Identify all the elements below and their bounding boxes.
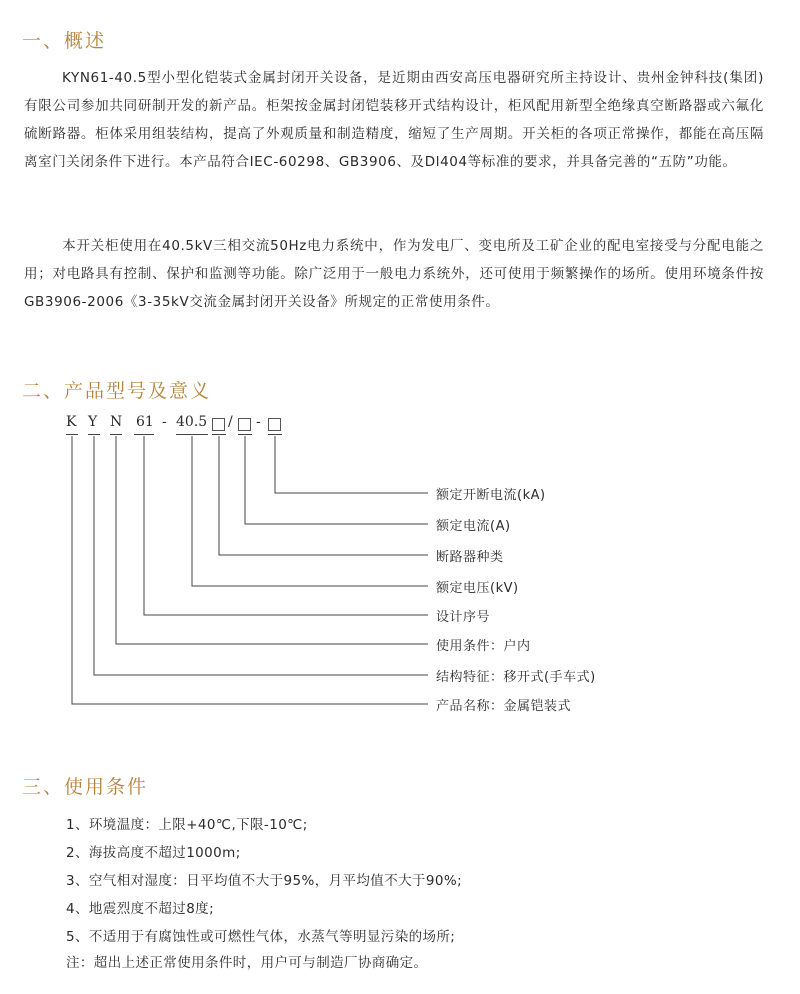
section-heading-conditions: 三、使用条件: [22, 776, 149, 798]
code-placeholder-box: [238, 418, 251, 431]
code-underline: [212, 434, 226, 435]
code-underline: [88, 434, 100, 435]
condition-item: 5、不适用于有腐蚀性或可燃性气体，水蒸气等明显污染的场所;: [66, 929, 456, 945]
code-underline: [110, 434, 122, 435]
code-underline: [268, 434, 282, 435]
section-heading-overview: 一、概述: [22, 30, 107, 52]
label-use-condition: 使用条件：户内: [436, 639, 531, 654]
code-slash: /: [228, 414, 233, 430]
leader-line: [245, 436, 428, 524]
code-letter-k: K: [66, 414, 77, 430]
code-underline: [134, 434, 154, 435]
label-product-name: 产品名称：金属铠装式: [436, 699, 572, 714]
overview-paragraph-1-text: KYN61-40.5型小型化铠装式金属封闭开关设备，是近期由西安高压电器研究所主持设计、贵州金钟科技(集团)有限公司参加共同研制开发的新产品。柜架按金属封闭铠装移开式结构设计，柜风配用新型全绝缘真空断路器或六氟化硫断路器。柜体采用组装结构，提高了外观质量和制造精度，缩短了生产周期。开关柜的各项正常操作，都能在高压隔离室门关闭条件下进行。本产品符合IEC-60298、GB3906、及Dl404等标准的要求，并具备完善的“五防”功能。: [24, 70, 764, 170]
code-dash: -: [256, 414, 261, 430]
section-heading-model-meaning: 二、产品型号及意义: [22, 380, 212, 402]
code-underline: [238, 434, 252, 435]
label-breaker-type: 断路器种类: [436, 550, 504, 565]
code-placeholder-box: [268, 418, 281, 431]
label-structure-feature: 结构特征：移开式(手车式): [436, 670, 596, 685]
code-underline: [176, 434, 208, 435]
code-letter-n: N: [110, 414, 123, 430]
leader-line: [116, 436, 428, 644]
code-underline: [66, 434, 78, 435]
label-rated-voltage: 额定电压(kV): [436, 581, 519, 596]
leader-line: [275, 436, 428, 493]
overview-paragraph-1: [24, 64, 764, 176]
code-dash: -: [162, 414, 167, 430]
leader-line: [144, 436, 428, 615]
overview-paragraph-2-text: 本开关柜使用在40.5kV三相交流50Hz电力系统中，作为发电厂、变电所及工矿企业的配电室接受与分配电能之用；对电路具有控制、保护和监测等功能。除广泛用于一般电力系统外，还可使用于频繁操作的场所。使用环境条件按GB3906-2006《3-35kV交流金属封闭开关设备》所规定的正常使用条件。: [24, 238, 764, 310]
label-rated-current: 额定电流(A): [436, 519, 511, 534]
condition-item: 3、空气相对湿度：日平均值不大于95%，月平均值不大于90%;: [66, 873, 463, 889]
code-placeholder-box: [212, 418, 225, 431]
condition-item: 2、海拔高度不超过1000m;: [66, 845, 241, 861]
label-design-serial: 设计序号: [436, 610, 491, 625]
condition-item: 1、环境温度：上限+40℃,下限-10℃;: [66, 817, 308, 833]
leader-line: [192, 436, 428, 586]
leader-line: [72, 436, 428, 704]
leader-line: [219, 436, 428, 555]
leader-line: [94, 436, 428, 675]
condition-item: 4、地震烈度不超过8度;: [66, 901, 215, 917]
label-rated-breaking-current: 额定开断电流(kA): [436, 488, 546, 503]
condition-note: 注：超出上述正常使用条件时，用户可与制造厂协商确定。: [66, 955, 428, 971]
overview-paragraph-2: [24, 232, 764, 316]
code-letter-y: Y: [88, 414, 98, 430]
code-number: 61: [136, 414, 154, 430]
code-voltage: 40.5: [176, 414, 208, 430]
